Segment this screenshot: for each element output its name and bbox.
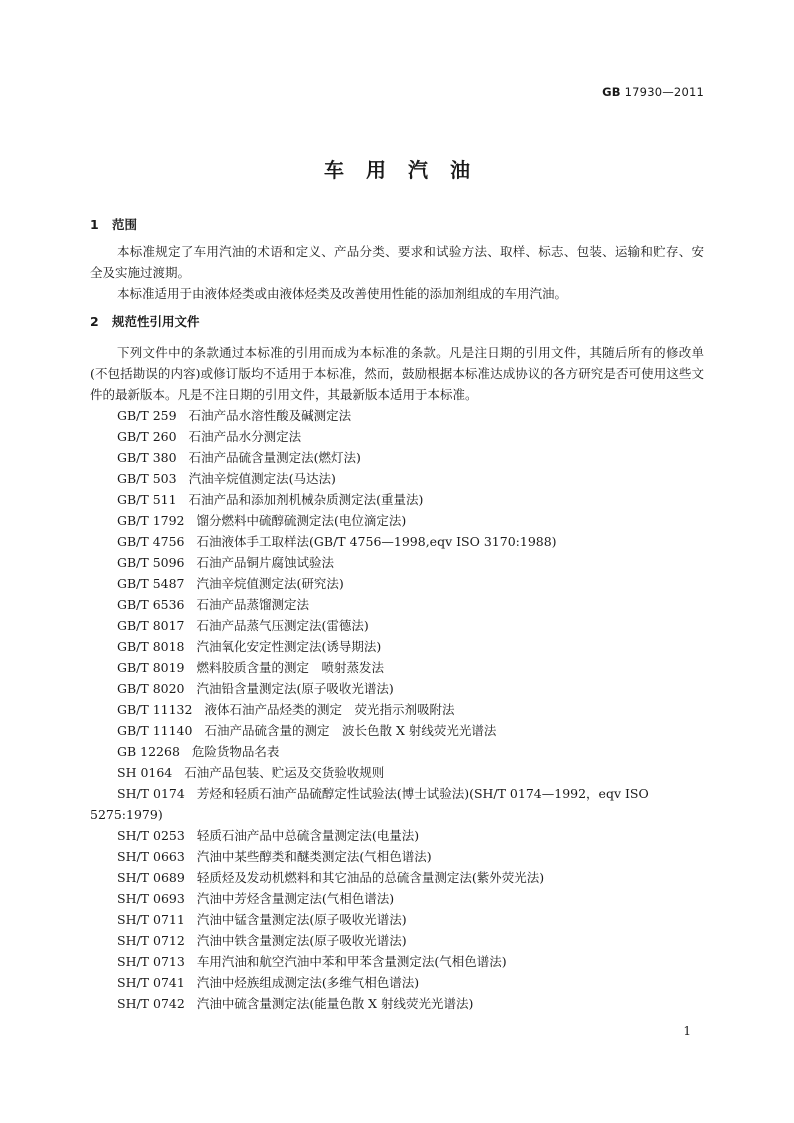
reference-item bbox=[90, 552, 704, 573]
document-body bbox=[90, 215, 704, 1014]
section-2-title: 规范性引用文件 bbox=[112, 314, 200, 329]
section-2-intro: 下列文件中的条款通过本标准的引用而成为本标准的条款。凡是注日期的引用文件，其随后所有的修改单(不包括勘误的内容)或修订版均不适用于本标准，然而，鼓励根据本标准达成协议的各方研究是否可使用这些文件的最新版本。凡是不注日期的引用文件，其最新版本适用于本标准。 bbox=[90, 345, 704, 402]
standard-code-prefix: GB bbox=[602, 85, 621, 99]
reference-code: GB/T 5487 bbox=[117, 576, 185, 591]
section-1-title: 范围 bbox=[112, 217, 138, 232]
reference-item bbox=[90, 909, 704, 930]
reference-title: 汽油氧化安定性测定法(诱导期法) bbox=[196, 639, 382, 654]
reference-title: 石油产品水分测定法 bbox=[188, 429, 302, 444]
reference-item bbox=[90, 951, 704, 972]
reference-item bbox=[90, 573, 704, 594]
reference-code: GB/T 11132 bbox=[117, 702, 193, 717]
reference-code: SH/T 0713 bbox=[117, 954, 185, 969]
reference-code: SH/T 0742 bbox=[117, 996, 185, 1011]
reference-item bbox=[90, 636, 704, 657]
reference-item bbox=[90, 615, 704, 636]
page-number: 1 bbox=[683, 1024, 691, 1038]
reference-item bbox=[90, 468, 704, 489]
reference-list bbox=[90, 405, 704, 1014]
reference-item bbox=[90, 489, 704, 510]
reference-item bbox=[90, 447, 704, 468]
reference-code: SH 0164 bbox=[117, 765, 173, 780]
reference-item bbox=[90, 825, 704, 846]
reference-item bbox=[90, 993, 704, 1014]
reference-code: GB/T 259 bbox=[117, 408, 177, 423]
reference-item bbox=[90, 699, 704, 720]
reference-code: GB/T 260 bbox=[117, 429, 177, 444]
reference-title: 汽油中烃族组成测定法(多维气相色谱法) bbox=[196, 975, 420, 990]
reference-code: SH/T 0174 bbox=[117, 786, 185, 801]
reference-item bbox=[90, 657, 704, 678]
reference-title: 轻质石油产品中总硫含量测定法(电量法) bbox=[196, 828, 420, 843]
reference-code: GB/T 4756 bbox=[117, 534, 185, 549]
reference-title: 石油产品和添加剂机械杂质测定法(重量法) bbox=[188, 492, 424, 507]
reference-code: GB/T 6536 bbox=[117, 597, 185, 612]
reference-title: 石油产品包装、贮运及交货验收规则 bbox=[184, 765, 385, 780]
reference-item bbox=[90, 426, 704, 447]
standard-code bbox=[602, 85, 704, 99]
reference-title: 石油产品蒸气压测定法(雷德法) bbox=[196, 618, 369, 633]
reference-title: 馏分燃料中硫醇硫测定法(电位滴定法) bbox=[196, 513, 407, 528]
reference-title: 石油产品硫含量测定法(燃灯法) bbox=[188, 450, 361, 465]
reference-title: 汽油中硫含量测定法(能量色散 X 射线荧光光谱法) bbox=[196, 996, 474, 1011]
reference-item bbox=[90, 510, 704, 531]
reference-code: SH/T 0253 bbox=[117, 828, 185, 843]
section-1-number: 1 bbox=[90, 217, 99, 232]
section-2-number: 2 bbox=[90, 314, 99, 329]
reference-item bbox=[90, 678, 704, 699]
reference-title: 汽油辛烷值测定法(研究法) bbox=[196, 576, 344, 591]
reference-code: GB/T 511 bbox=[117, 492, 177, 507]
reference-title: 石油产品铜片腐蚀试验法 bbox=[196, 555, 335, 570]
reference-code: GB/T 503 bbox=[117, 471, 177, 486]
reference-code: SH/T 0663 bbox=[117, 849, 185, 864]
reference-code: GB/T 1792 bbox=[117, 513, 185, 528]
reference-item bbox=[90, 888, 704, 909]
reference-item bbox=[90, 405, 704, 426]
reference-code: SH/T 0712 bbox=[117, 933, 185, 948]
reference-title: 石油产品蒸馏测定法 bbox=[196, 597, 310, 612]
reference-code: GB/T 8018 bbox=[117, 639, 185, 654]
reference-item bbox=[90, 531, 704, 552]
reference-code: GB/T 8020 bbox=[117, 681, 185, 696]
reference-item bbox=[90, 783, 704, 825]
reference-item bbox=[90, 846, 704, 867]
reference-code: GB/T 5096 bbox=[117, 555, 185, 570]
reference-item bbox=[90, 930, 704, 951]
reference-item bbox=[90, 867, 704, 888]
reference-code: GB/T 8017 bbox=[117, 618, 185, 633]
reference-code: SH/T 0689 bbox=[117, 870, 185, 885]
reference-code: SH/T 0711 bbox=[117, 912, 185, 927]
section-1-heading bbox=[90, 215, 704, 235]
reference-item bbox=[90, 594, 704, 615]
reference-code: GB/T 380 bbox=[117, 450, 177, 465]
reference-item bbox=[90, 762, 704, 783]
reference-title: 石油液体手工取样法(GB/T 4756—1998,eqv ISO 3170:1988) bbox=[196, 534, 557, 549]
reference-title: 汽油辛烷值测定法(马达法) bbox=[188, 471, 336, 486]
reference-item bbox=[90, 972, 704, 993]
standard-code-number: 17930—2011 bbox=[624, 85, 704, 99]
section-2-heading bbox=[90, 312, 704, 332]
reference-title: 危险货物品名表 bbox=[191, 744, 280, 759]
reference-code: GB/T 8019 bbox=[117, 660, 185, 675]
reference-code: SH/T 0741 bbox=[117, 975, 185, 990]
section-1-paragraph-2: 本标准适用于由液体烃类或由液体烃类及改善使用性能的添加剂组成的车用汽油。 bbox=[117, 286, 568, 301]
reference-code: GB/T 11140 bbox=[117, 723, 193, 738]
reference-item bbox=[90, 720, 704, 741]
document-title: 车用汽油 bbox=[324, 158, 492, 182]
section-1-paragraph-1: 本标准规定了车用汽油的术语和定义、产品分类、要求和试验方法、取样、标志、包装、运输和贮存、安全及实施过渡期。 bbox=[90, 244, 704, 280]
reference-code: SH/T 0693 bbox=[117, 891, 185, 906]
reference-title: 轻质烃及发动机燃料和其它油品的总硫含量测定法(紫外荧光法) bbox=[196, 870, 545, 885]
reference-title: 液体石油产品烃类的测定 荧光指示剂吸附法 bbox=[204, 702, 455, 717]
reference-title: 车用汽油和航空汽油中苯和甲苯含量测定法(气相色谱法) bbox=[196, 954, 507, 969]
reference-title: 汽油中锰含量测定法(原子吸收光谱法) bbox=[196, 912, 407, 927]
reference-title: 石油产品水溶性酸及碱测定法 bbox=[188, 408, 352, 423]
reference-title: 汽油中铁含量测定法(原子吸收光谱法) bbox=[196, 933, 407, 948]
reference-code: GB 12268 bbox=[117, 744, 180, 759]
reference-item bbox=[90, 741, 704, 762]
reference-title: 芳烃和轻质石油产品硫醇定性试验法(博士试验法)(SH/T 0174—1992，eqv ISO 5275:1979) bbox=[90, 786, 649, 822]
reference-title: 燃料胶质含量的测定 喷射蒸发法 bbox=[196, 660, 385, 675]
reference-title: 汽油中某些醇类和醚类测定法(气相色谱法) bbox=[196, 849, 432, 864]
reference-title: 汽油铅含量测定法(原子吸收光谱法) bbox=[196, 681, 394, 696]
reference-title: 石油产品硫含量的测定 波长色散 X 射线荧光光谱法 bbox=[204, 723, 497, 738]
reference-title: 汽油中芳烃含量测定法(气相色谱法) bbox=[196, 891, 395, 906]
